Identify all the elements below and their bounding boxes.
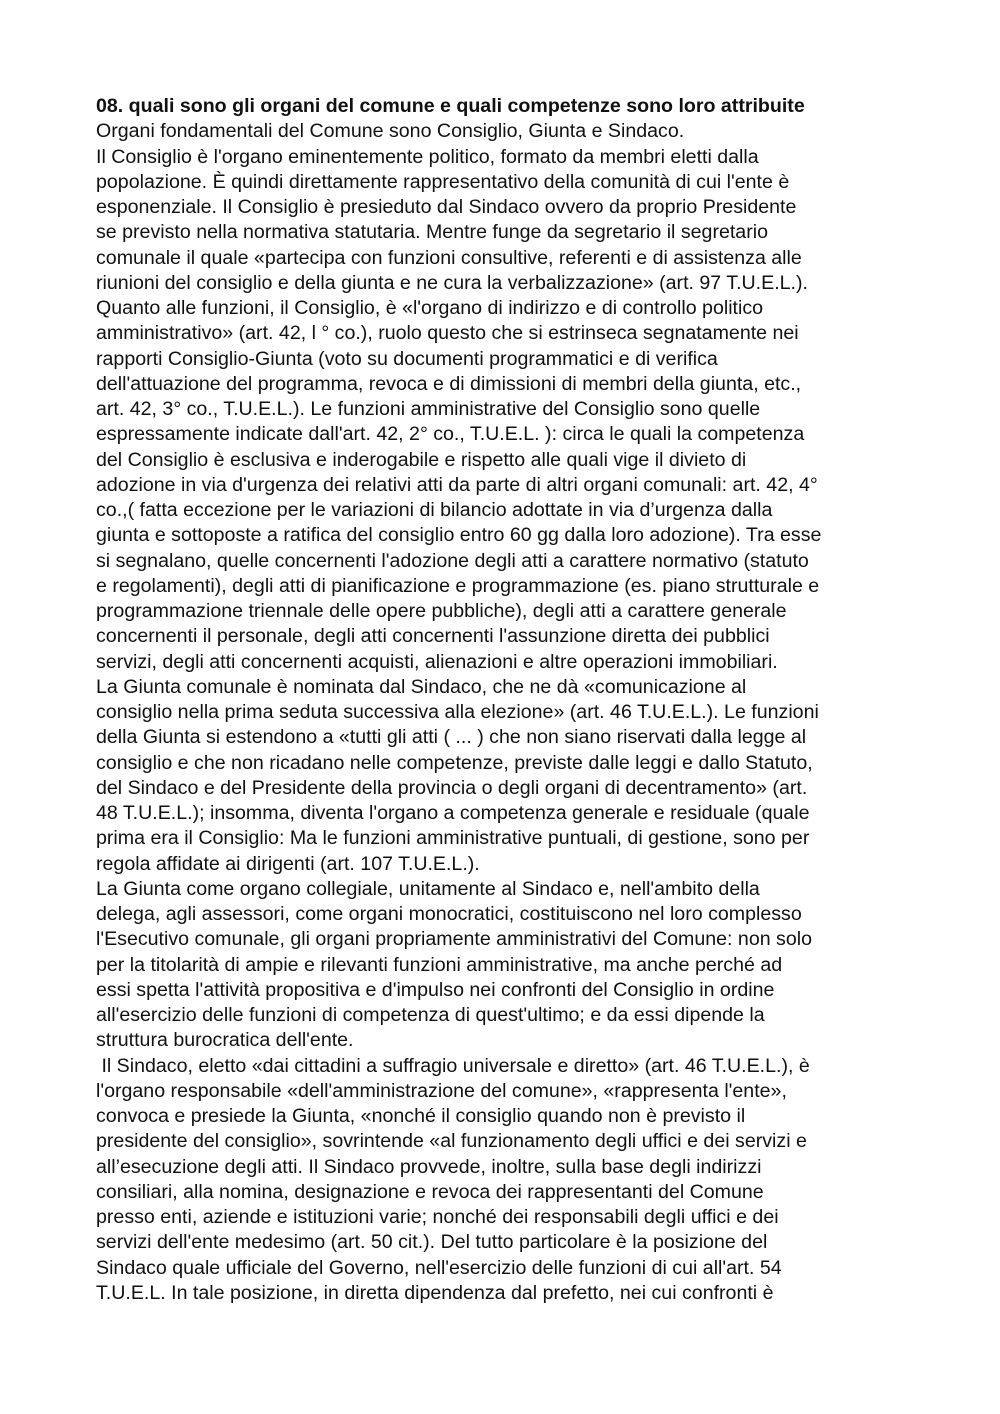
document-title: 08. quali sono gli organi del comune e quali competenze sono loro attribuite bbox=[96, 95, 805, 117]
text-line: dell'attuazione del programma, revoca e di dimissioni di membri della giunta, etc., bbox=[96, 372, 802, 395]
text-line: convoca e presiede la Giunta, «nonché il consiglio quando non è previsto il bbox=[96, 1105, 746, 1127]
text-line: consiliari, alla nomina, designazione e revoca dei rappresentanti del Comune bbox=[96, 1180, 764, 1203]
text-line: esponenziale. Il Consiglio è presieduto dal Sindaco ovvero da proprio Presidente bbox=[96, 196, 797, 218]
text-line: riunioni del consiglio e della giunta e ne cura la verbalizzazione» (art. 97 T.U.E.L.). bbox=[96, 271, 808, 294]
text-line: del Sindaco e del Presidente della provincia o degli organi di decentramento» (art. bbox=[96, 776, 808, 799]
text-line: adozione in via d'urgenza dei relativi atti da parte di altri organi comunali: art. 42, 4° bbox=[96, 473, 818, 496]
text-line: amministrativo» (art. 42, l ° co.), ruolo questo che si estrinseca segnatamente nei bbox=[96, 322, 799, 345]
text-line: della Giunta si estendono a «tutti gli atti ( ... ) che non siano riservati dalla legge al bbox=[96, 726, 807, 749]
text-line: Il Consiglio è l'organo eminentemente politico, formato da membri eletti dalla bbox=[96, 145, 759, 168]
text-line: servizi dell'ente medesimo (art. 50 cit.). Del tutto particolare è la posizione del bbox=[96, 1231, 768, 1254]
text-line: del Consiglio è esclusiva e inderogabile e rispetto alle quali vige il divieto di bbox=[96, 448, 747, 471]
document-body bbox=[96, 119, 916, 1306]
text-line: Quanto alle funzioni, il Consiglio, è «l'organo di indirizzo e di controllo politico bbox=[96, 297, 764, 319]
text-line: regola affidate ai dirigenti (art. 107 T.U.E.L.). bbox=[96, 852, 480, 875]
text-line: La Giunta come organo collegiale, unitamente al Sindaco e, nell'ambito della bbox=[96, 877, 760, 900]
text-line: presidente del consiglio», sovrintende «al funzionamento degli uffici e dei servizi e bbox=[96, 1130, 807, 1153]
text-line: co.,( fatta eccezione per le variazioni di bilancio adottate in via d’urgenza dalla bbox=[96, 499, 773, 521]
text-line: La Giunta comunale è nominata dal Sindaco, che ne dà «comunicazione al bbox=[96, 675, 747, 698]
text-line: l'organo responsabile «dell'amministrazione del comune», «rappresenta l'ente», bbox=[96, 1079, 787, 1102]
text-line: prima era il Consiglio: Ma le funzioni amministrative puntuali, di gestione, sono per bbox=[96, 827, 810, 850]
text-line: consiglio nella prima seduta successiva alla elezione» (art. 46 T.U.E.L.). Le funzioni bbox=[96, 701, 819, 723]
text-line: 48 T.U.E.L.); insomma, diventa l'organo a competenza generale e residuale (quale bbox=[96, 802, 810, 824]
text-line: presso enti, aziende e istituzioni varie; nonché dei responsabili degli uffici e dei bbox=[96, 1206, 779, 1228]
text-line: all’esecuzione degli atti. Il Sindaco provvede, inoltre, sulla base degli indirizzi bbox=[96, 1155, 762, 1178]
text-line: essi spetta l'attività propositiva e d'impulso nei confronti del Consiglio in ordine bbox=[96, 978, 775, 1001]
text-line: l'Esecutivo comunale, gli organi propriamente amministrativi del Comune: non solo bbox=[96, 928, 812, 951]
text-line: servizi, degli atti concernenti acquisti, alienazioni e altre operazioni immobiliari. bbox=[96, 650, 778, 673]
text-line: struttura burocratica dell'ente. bbox=[96, 1029, 354, 1052]
text-line: consiglio e che non ricadano nelle competenze, previste dalle leggi e dallo Statuto, bbox=[96, 751, 813, 774]
text-line: espressamente indicate dall'art. 42, 2° co., T.U.E.L. ): circa le quali la competenza bbox=[96, 423, 805, 446]
text-line: all'esercizio delle funzioni di competenza di quest'ultimo; e da essi dipende la bbox=[96, 1004, 765, 1026]
text-line: si segnalano, quelle concernenti l'adozione degli atti a carattere normativo (statuto bbox=[96, 549, 809, 572]
text-line: se previsto nella normativa statutaria. Mentre funge da segretario il segretario bbox=[96, 221, 768, 244]
text-line: art. 42, 3° co., T.U.E.L.). Le funzioni amministrative del Consiglio sono quelle bbox=[96, 398, 761, 420]
text-line: popolazione. È quindi direttamente rappresentativo della comunità di cui l'ente è bbox=[96, 170, 790, 193]
text-line: giunta e sottoposte a ratifica del consiglio entro 60 gg dalla loro adozione). Tra esse bbox=[96, 524, 822, 547]
text-line: Organi fondamentali del Comune sono Consiglio, Giunta e Sindaco. bbox=[96, 120, 685, 143]
text-line: Il Sindaco, eletto «dai cittadini a suffragio universale e diretto» (art. 46 T.U.E.L.), è bbox=[96, 1054, 810, 1077]
text-line: delega, agli assessori, come organi monocratici, costituiscono nel loro complesso bbox=[96, 903, 802, 925]
text-line: programmazione triennale delle opere pubbliche), degli atti a carattere generale bbox=[96, 600, 787, 622]
text-line: e regolamenti), degli atti di pianificazione e programmazione (es. piano strutturale e bbox=[96, 574, 820, 597]
text-line: Sindaco quale ufficiale del Governo, nell'esercizio delle funzioni di cui all'art. 54 bbox=[96, 1256, 782, 1279]
text-line: per la titolarità di ampie e rilevanti funzioni amministrative, ma anche perché ad bbox=[96, 953, 783, 976]
text-line: rapporti Consiglio-Giunta (voto su documenti programmatici e di verifica bbox=[96, 347, 718, 370]
text-line: concernenti il personale, degli atti concernenti l'assunzione diretta dei pubblici bbox=[96, 625, 770, 648]
text-line: comunale il quale «partecipa con funzioni consultive, referenti e di assistenza alle bbox=[96, 246, 802, 269]
document-page bbox=[96, 94, 916, 1306]
text-line: T.U.E.L. In tale posizione, in diretta dipendenza dal prefetto, nei cui confronti è bbox=[96, 1281, 774, 1304]
